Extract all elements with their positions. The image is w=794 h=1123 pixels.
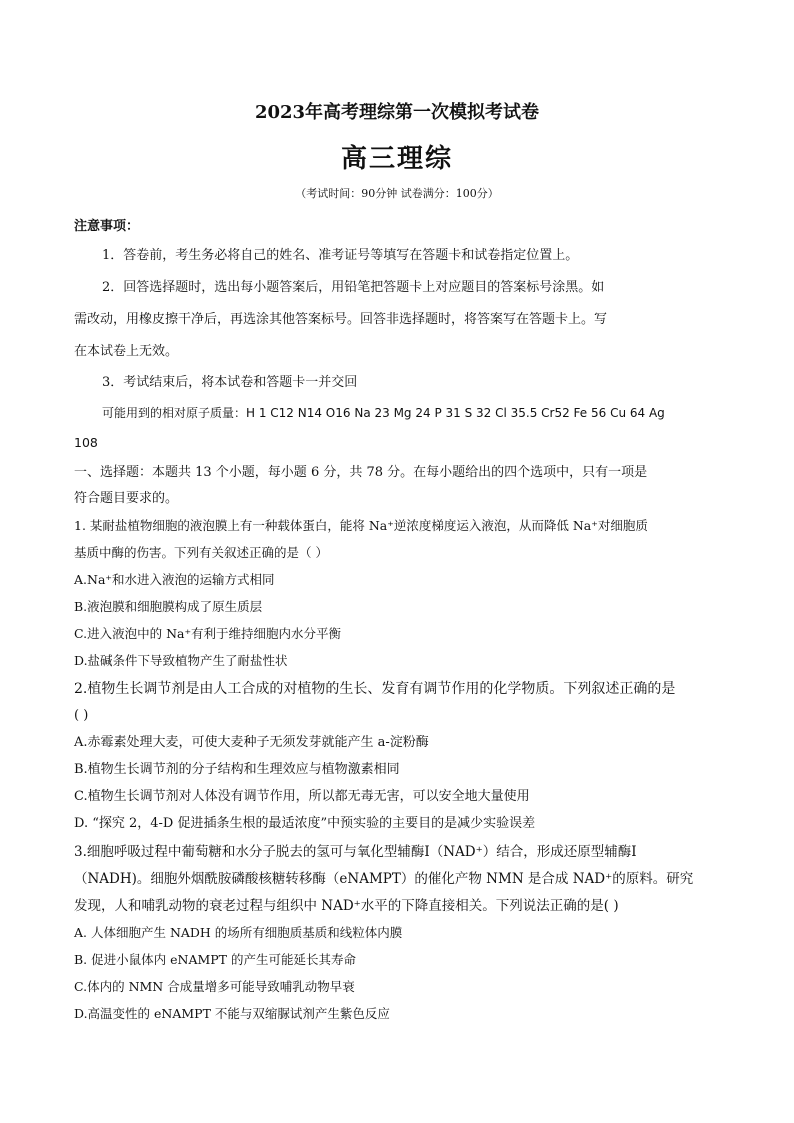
- note-item: 3．考试结束后，将本试卷和答题卡一并交回: [102, 375, 358, 390]
- question-2-option-b: B.植物生长调节剂的分子结构和生理效应与植物激素相同: [74, 762, 400, 777]
- question-1-option-a: A.Na⁺和水进入液泡的运输方式相同: [74, 572, 275, 587]
- note-item: 需改动，用橡皮擦干净后，再选涂其他答案标号。回答非选择题时，将答案写在答题卡上。写: [74, 312, 608, 327]
- question-2-stem: 2.植物生长调节剂是由人工合成的对植物的生长、发育有调节作用的化学物质。下列叙述正确的是: [74, 681, 676, 697]
- question-3-option-a: A. 人体细胞产生 NADH 的场所有细胞质基质和线粒体内膜: [74, 925, 403, 940]
- question-3-option-d: D.高温变性的 eNAMPT 不能与双缩脲试剂产生紫色反应: [74, 1006, 390, 1021]
- question-1-option-d: D.盐碱条件下导致植物产生了耐盐性状: [74, 653, 288, 668]
- notes-heading: 注意事项：: [74, 219, 140, 234]
- atomic-mass-line: 108: [74, 435, 98, 450]
- exam-title: 2023年高考理综第一次模拟考试卷: [254, 102, 540, 123]
- question-1-stem: 基质中酶的伤害。下列有关叙述正确的是（ ）: [74, 545, 328, 560]
- section-instruction: 符合题目要求的。: [74, 491, 179, 506]
- question-1-option-c: C.进入液泡中的 Na⁺有利于维持细胞内水分平衡: [74, 626, 342, 641]
- note-item: 2．回答选择题时，选出每小题答案后，用铅笔把答题卡上对应题目的答案标号涂黑。如: [102, 280, 605, 295]
- note-item: 在本试卷上无效。: [74, 344, 179, 359]
- question-1-stem: 1. 某耐盐植物细胞的液泡膜上有一种载体蛋白，能将 Na⁺逆浓度梯度运入液泡，从而降低 Na⁺对细胞质: [74, 518, 648, 533]
- note-item: 1．答卷前，考生务必将自己的姓名、准考证号等填写在答题卡和试卷指定位置上。: [102, 248, 579, 263]
- question-3-stem: 发现，人和哺乳动物的衰老过程与组织中 NAD⁺水平的下降直接相关。下列说法正确的是( ): [74, 898, 619, 914]
- question-3-stem: 3.细胞呼吸过程中葡萄糖和水分子脱去的氢可与氧化型辅酶Ⅰ（NAD⁺）结合，形成还原型辅酶Ⅰ: [74, 844, 637, 860]
- question-1-option-b: B.液泡膜和细胞膜构成了原生质层: [74, 599, 263, 614]
- question-3-stem: （NADH)。细胞外烟酰胺磷酸核糖转移酶（eNAMPT）的催化产物 NMN 是合成 NAD⁺的原料。研究: [74, 871, 694, 887]
- question-2-option-c: C.植物生长调节剂对人体没有调节作用，所以都无毒无害，可以安全地大量使用: [74, 789, 530, 804]
- question-2-option-a: A.赤霉素处理大麦，可使大麦种子无须发芽就能产生 a-淀粉酶: [74, 735, 429, 750]
- exam-subtitle: 高三理综: [340, 144, 453, 174]
- question-3-option-b: B. 促进小鼠体内 eNAMPT 的产生可能延长其寿命: [74, 952, 356, 967]
- question-2-option-d: D. “探究 2，4-D 促进插条生根的最适浓度”中预实验的主要目的是减少实验误差: [74, 816, 536, 831]
- question-3-option-c: C.体内的 NMN 合成量增多可能导致哺乳动物早衰: [74, 979, 355, 994]
- section-instruction: 一、选择题：本题共 13 个小题，每小题 6 分，共 78 分。在每小题给出的四个选项中，只有一项是: [74, 465, 648, 480]
- atomic-mass-line: 可能用到的相对原子质量：H 1 C12 N14 O16 Na 23 Mg 24 P 31 S 32 Cl 35.5 Cr52 Fe 56 Cu 64 Ag: [102, 406, 665, 420]
- question-2-stem: ( ): [74, 708, 89, 723]
- exam-info: （考试时间：90分钟 试卷满分：100分）: [295, 187, 499, 200]
